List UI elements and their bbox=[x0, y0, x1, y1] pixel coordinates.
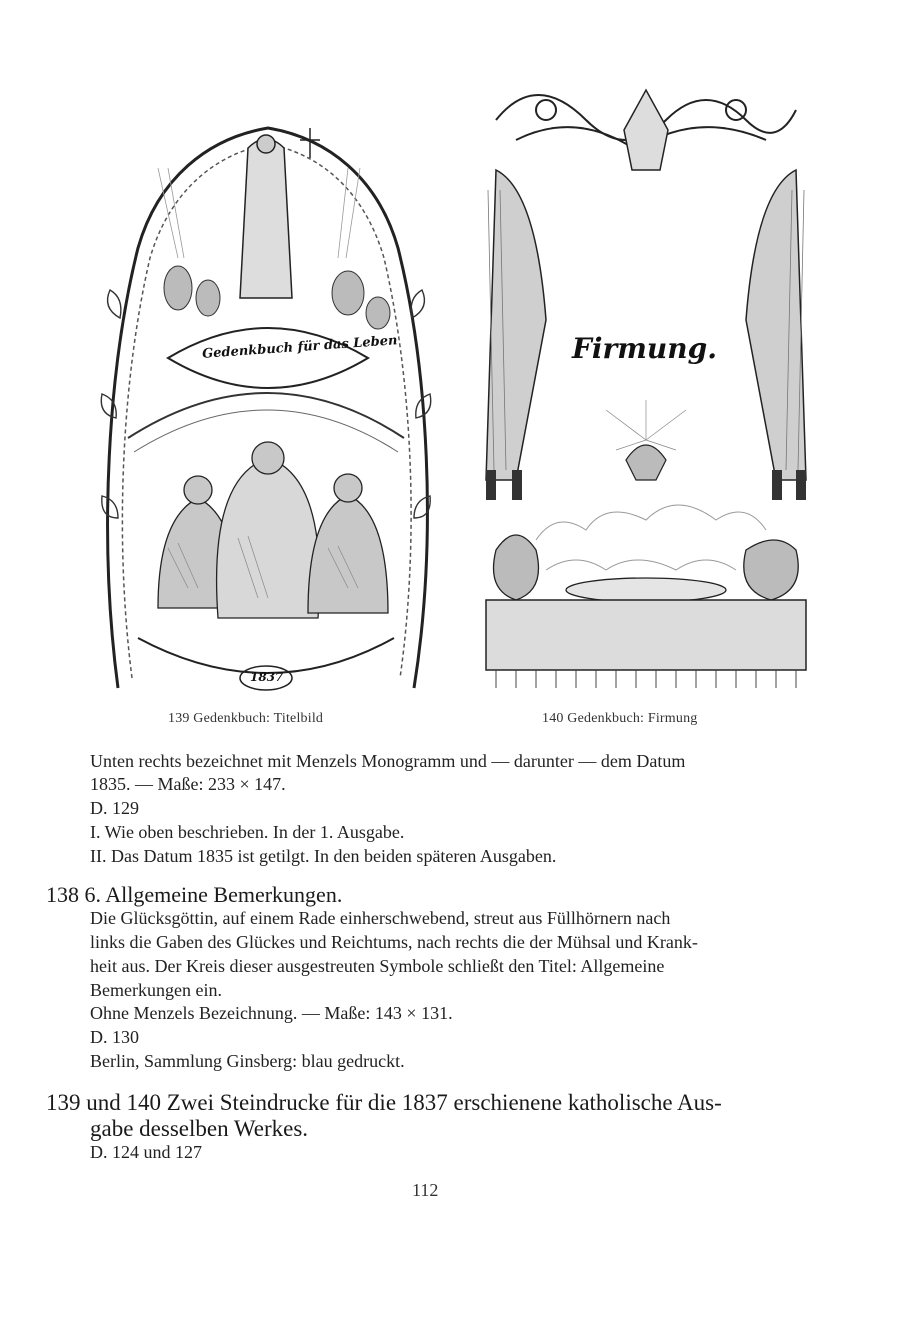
figure-140-confirmation-illustration bbox=[476, 70, 816, 694]
figure-139-inscription: Gedenkbuch für das Leben bbox=[201, 333, 398, 362]
entry-139-heading-2: gabe desselben Werkes. bbox=[90, 1116, 309, 1141]
figure-139-caption: 139 Gedenkbuch: Titelbild bbox=[168, 711, 324, 726]
entry-138-line-5: Ohne Menzels Bezeichnung. — Maße: 143 × 131. bbox=[90, 1003, 453, 1023]
entry-138-line-7: Berlin, Sammlung Ginsberg: blau gedruckt. bbox=[90, 1051, 405, 1071]
entry-138-line-4: Bemerkungen ein. bbox=[90, 980, 222, 1000]
block1-line-4: I. Wie oben beschrieben. In der 1. Ausgabe. bbox=[90, 822, 405, 842]
block1-line-2: 1835. — Maße: 233 × 147. bbox=[90, 774, 286, 794]
entry-138-line-3: heit aus. Der Kreis dieser ausgestreuten Symbole schließt den Titel: Allgemeine bbox=[90, 956, 665, 976]
block1-line-1: Unten rechts bezeichnet mit Menzels Monogramm und — darunter — dem Datum bbox=[90, 751, 686, 771]
entry-138-line-1: Die Glücksgöttin, auf einem Rade einherschwebend, streut aus Füllhörnern nach bbox=[90, 908, 671, 928]
block1-line-5: II. Das Datum 1835 ist getilgt. In den beiden späteren Ausgaben. bbox=[90, 846, 557, 866]
page-number: 112 bbox=[412, 1180, 439, 1200]
entry-139-heading-1: 139 und 140 Zwei Steindrucke für die 1837 erschienene katholische Aus- bbox=[46, 1090, 722, 1115]
figure-140-caption: 140 Gedenkbuch: Firmung bbox=[542, 711, 698, 726]
ornamental-engraving-139 bbox=[98, 118, 434, 700]
entry-138-line-2: links die Gaben des Glückes und Reichtums, nach rechts die der Mühsal und Krank- bbox=[90, 932, 698, 952]
figure-139-year: 1837 bbox=[250, 670, 284, 684]
ornamental-engraving-140 bbox=[476, 70, 816, 694]
entry-138-line-6: D. 130 bbox=[90, 1027, 139, 1047]
entry-138-heading: 138 6. Allgemeine Bemerkungen. bbox=[46, 882, 343, 907]
entry-139-line-1: D. 124 und 127 bbox=[90, 1142, 202, 1162]
figure-139-title-illustration bbox=[98, 118, 434, 700]
block1-line-3: D. 129 bbox=[90, 798, 139, 818]
figure-140-inscription: Firmung. bbox=[572, 332, 717, 365]
